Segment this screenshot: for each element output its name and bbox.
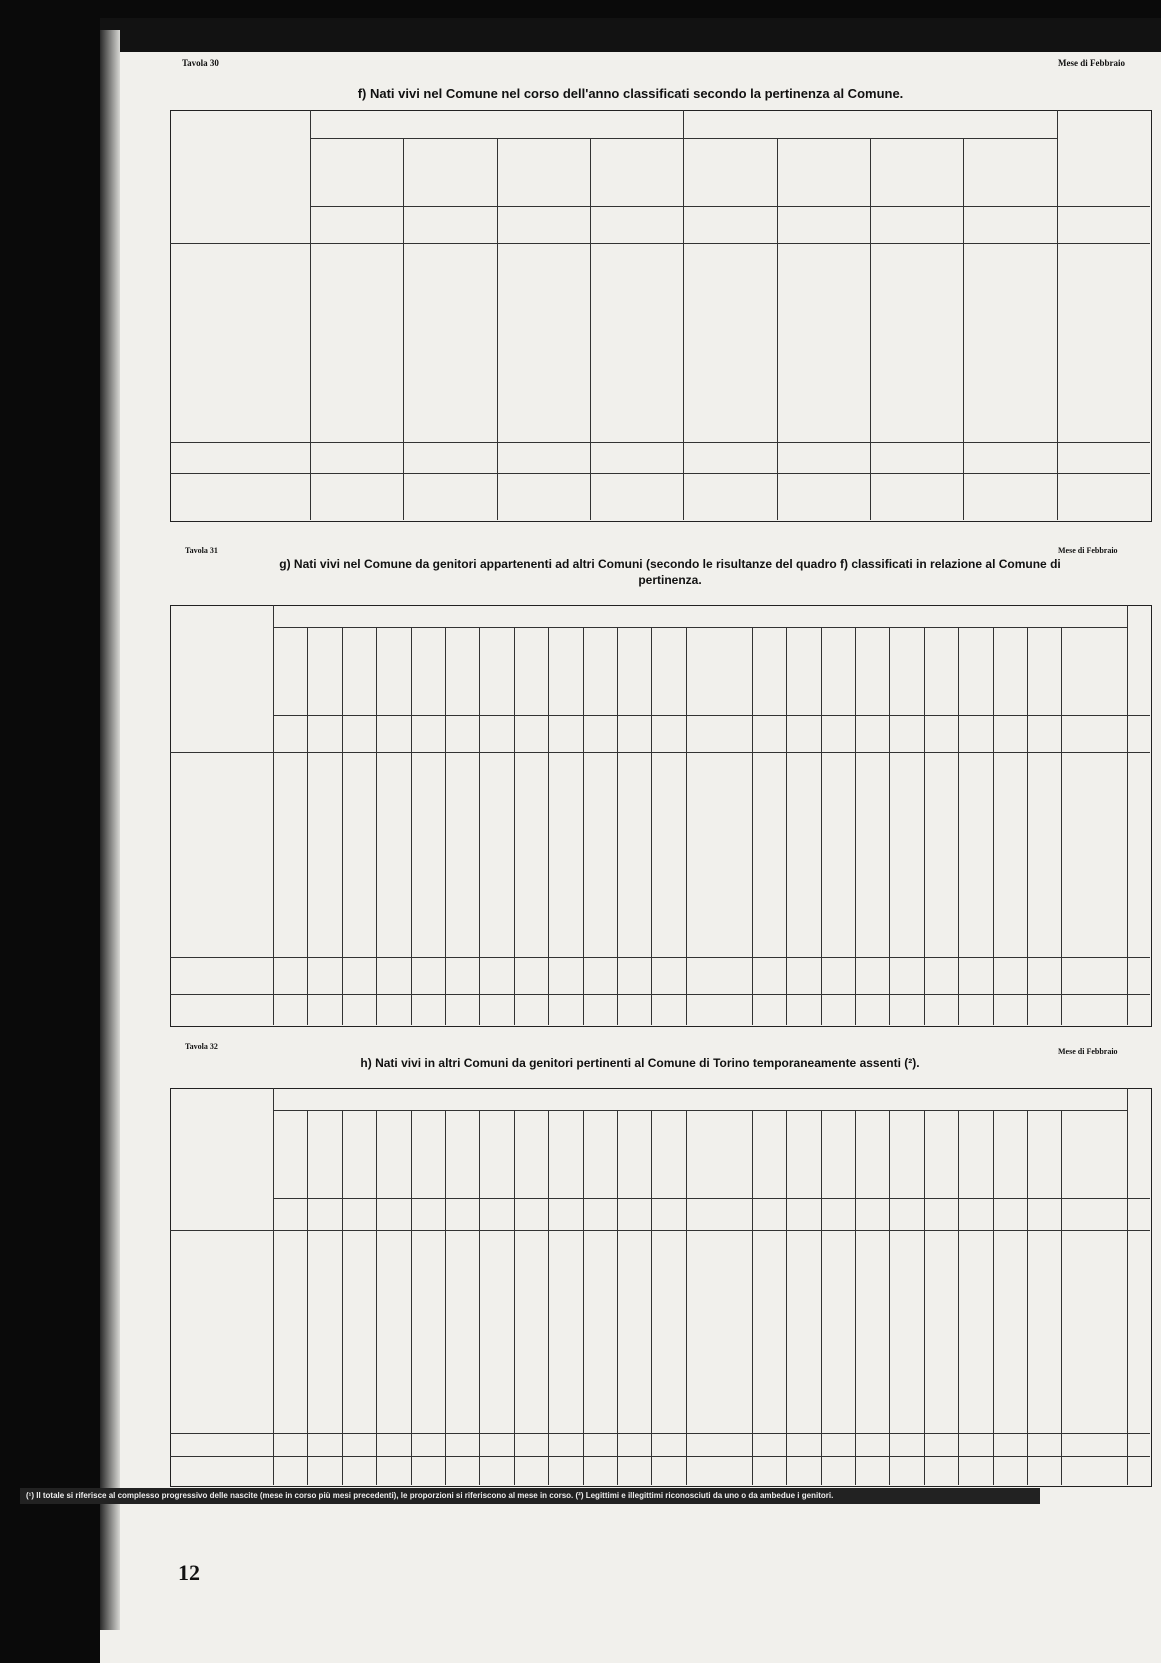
table-32-right: Mese di Febbraio: [1058, 1047, 1118, 1056]
col-divider: [1061, 1110, 1062, 1485]
col-divider: [514, 627, 515, 1025]
col-divider: [376, 1110, 377, 1485]
table-31-label: Tavola 31: [185, 546, 218, 555]
subgroup-divider: [403, 138, 404, 520]
table-border: [170, 1088, 1152, 1487]
header-bottom-rule: [170, 1230, 1150, 1231]
col-divider: [1027, 1110, 1028, 1485]
col-divider: [924, 627, 925, 1025]
header-rule: [273, 1110, 1127, 1111]
table-31-right: Mese di Febbraio: [1058, 546, 1118, 555]
col-divider: [924, 1110, 925, 1485]
col-divider: [479, 627, 480, 1025]
subgroup-divider: [963, 138, 964, 520]
col-divider: [855, 1110, 856, 1485]
col-divider: [686, 1110, 687, 1485]
col-divider: [479, 1110, 480, 1485]
table-30-title: f) Nati vivi nel Comune nel corso dell'anno classificati secondo la pertinenza al Comune.: [357, 86, 904, 101]
col-divider: [411, 627, 412, 1025]
mf-rule: [273, 715, 1150, 716]
col-divider: [821, 1110, 822, 1485]
subgroup-divider: [683, 110, 684, 520]
subgroup-divider: [870, 138, 871, 520]
col-divider: [548, 1110, 549, 1485]
subgroup-divider: [1057, 110, 1058, 520]
col-divider: [993, 627, 994, 1025]
col-divider: [411, 1110, 412, 1485]
col-divider: [617, 1110, 618, 1485]
col-divider: [342, 1110, 343, 1485]
subgroup-divider: [777, 138, 778, 520]
scan-top-band: [100, 18, 1161, 52]
col-divider: [752, 1110, 753, 1485]
col-divider: [273, 627, 274, 1025]
col-divider: [651, 1110, 652, 1485]
col-divider: [786, 627, 787, 1025]
table-border: [170, 605, 1152, 1027]
col-divider: [617, 627, 618, 1025]
page-number: 12: [178, 1560, 200, 1585]
col-divider: [514, 1110, 515, 1485]
col-divider: [786, 1110, 787, 1485]
scan-binding-edge: [100, 30, 120, 1630]
col-divider: [958, 627, 959, 1025]
col-divider: [1061, 627, 1062, 1025]
total-rule: [170, 957, 1150, 958]
subgroup-divider: [590, 138, 591, 520]
total-rule: [170, 1433, 1150, 1434]
col-divider: [548, 627, 549, 1025]
table-label: Tavola 30: [182, 58, 219, 68]
prop-rule: [170, 994, 1150, 995]
header-right: Mese di Febbraio: [1058, 58, 1125, 68]
mf-rule-top: [310, 206, 1150, 207]
table-31-title: g) Nati vivi nel Comune da genitori appartenenti ad altri Comuni (secondo le risultanze del quadro f) classificati in relazione al Comune di pertinenza.: [279, 557, 1061, 587]
mf-rule: [273, 1198, 1150, 1199]
prop-rule: [170, 1456, 1150, 1457]
col-divider: [273, 1110, 274, 1485]
prop-rule: [170, 473, 1150, 474]
subgroup-divider: [310, 110, 311, 520]
col-divider: [651, 627, 652, 1025]
total-rule: [170, 442, 1150, 443]
header-rule: [273, 627, 1127, 628]
col-divider: [993, 1110, 994, 1485]
col-divider: [376, 627, 377, 1025]
col-divider: [445, 1110, 446, 1485]
col-divider: [1127, 1088, 1128, 1485]
col-divider: [583, 1110, 584, 1485]
subgroup-divider: [497, 138, 498, 520]
footnote: (¹) Il totale si riferisce al complesso progressivo delle nascite (mese in corso più mesi precedenti), le proporzioni si riferiscono al mese in corso. (²) Legittimi e illegittimi riconosciuti da uno o da ambedue i genitori.: [20, 1488, 1040, 1504]
col-divider: [686, 627, 687, 1025]
col-divider: [342, 627, 343, 1025]
col-divider: [307, 1110, 308, 1485]
table-32-title: h) Nati vivi in altri Comuni da genitori pertinenti al Comune di Torino temporaneamente assenti (²).: [360, 1056, 920, 1070]
header-bottom-rule: [170, 243, 1150, 244]
col-divider: [889, 1110, 890, 1485]
col-divider: [583, 627, 584, 1025]
col-divider: [821, 627, 822, 1025]
col-divider: [958, 1110, 959, 1485]
col-divider: [445, 627, 446, 1025]
col-divider: [1027, 627, 1028, 1025]
header-bottom-rule: [170, 752, 1150, 753]
col-divider: [855, 627, 856, 1025]
table-border: [170, 110, 1152, 522]
col-divider: [1127, 605, 1128, 1025]
col-divider: [752, 627, 753, 1025]
col-divider: [307, 627, 308, 1025]
col-divider: [889, 627, 890, 1025]
table-32-label: Tavola 32: [185, 1042, 218, 1051]
